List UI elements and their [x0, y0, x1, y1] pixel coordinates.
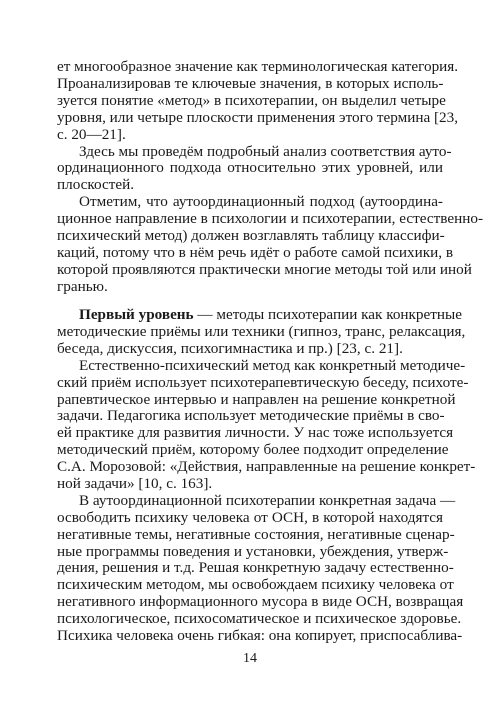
- text-line: ординационного подхода относительно этих уровней, или: [57, 159, 443, 177]
- text-line: негативного информационного мусора в виде ОСН, возвращая: [57, 593, 464, 611]
- text-line: Отметим, что аутоординационный подход (аутоордина-: [79, 193, 443, 211]
- text-line: которой проявляются практически многие методы той или иной: [57, 260, 472, 278]
- text-line: гранью.: [57, 277, 108, 295]
- text-line: В аутоординационной психотерапии конкретная задача —: [79, 491, 456, 509]
- text-line: освободить психику человека от ОСН, в которой находятся: [57, 508, 443, 526]
- text-run: — методы психотерапии как конкретные: [193, 306, 462, 323]
- text-line: С.А. Морозовой: «Действия, направленные на решение конкрет-: [57, 458, 476, 476]
- text-line: ционное направление в психологии и психотерапии, естественно-: [57, 210, 484, 227]
- text-line: ей практике для развития личности. У нас тоже используется: [57, 424, 454, 442]
- page-number: 14: [243, 651, 257, 666]
- text-line: психическим методом, мы освобождаем психику человека от: [57, 576, 454, 594]
- text-line: плоскостей.: [57, 176, 135, 194]
- text-line: дения, решения и т.д. Решая конкретную задачу естественно-: [57, 559, 454, 577]
- text-line: Психика человека очень гибкая: она копирует, приспосаблива-: [57, 627, 463, 644]
- text-line: негативные темы, негативные состояния, негативные сценар-: [57, 525, 455, 543]
- text-line: задачи. Педагогика использует методические приёмы в сво-: [57, 407, 445, 425]
- text-line: методический приём, которому более подходит определение: [57, 441, 449, 459]
- text-line: зуется понятие «метод» в психотерапии, он выделил четыре: [57, 91, 446, 109]
- text-line: с. 20—21].: [57, 125, 126, 143]
- text-line: ной задачи» [10, с. 163].: [57, 475, 213, 492]
- text-line: психический метод) должен возглавлять таблицу классифи-: [57, 226, 445, 244]
- text-line: ский приём использует психотерапевтическую беседу, психоте-: [57, 373, 469, 391]
- text-line: уровня, или четыре плоскости применения этого термина [23,: [57, 108, 459, 126]
- text-line: психологическое, психосоматическое и психическое здоровье.: [57, 610, 462, 628]
- text-line: Здесь мы проведём подробный анализ соответствия ауто-: [79, 142, 452, 160]
- section-heading: Первый уровень: [79, 306, 194, 323]
- text-line: ные программы поведения и установки, убеждения, утверж-: [57, 542, 449, 560]
- text-line: ет многообразное значение как терминологическая категория.: [57, 58, 459, 75]
- text-line: беседа, дискуссия, психогимнастика и пр.) [23, с. 21].: [57, 339, 403, 357]
- text-line: Естественно-психический метод как конкретный методиче-: [79, 356, 466, 374]
- text-line: методические приёмы или техники (гипноз, транс, релаксация,: [57, 322, 466, 340]
- text-line: рапевтическое интервью и направлен на решение конкретной: [57, 390, 456, 408]
- text-line: [79, 306, 462, 324]
- text-line: Проанализировав те ключевые значения, в которых исполь-: [57, 74, 444, 92]
- text-line: каций, потому что в нём речь идёт о работе самой психики, в: [57, 243, 453, 261]
